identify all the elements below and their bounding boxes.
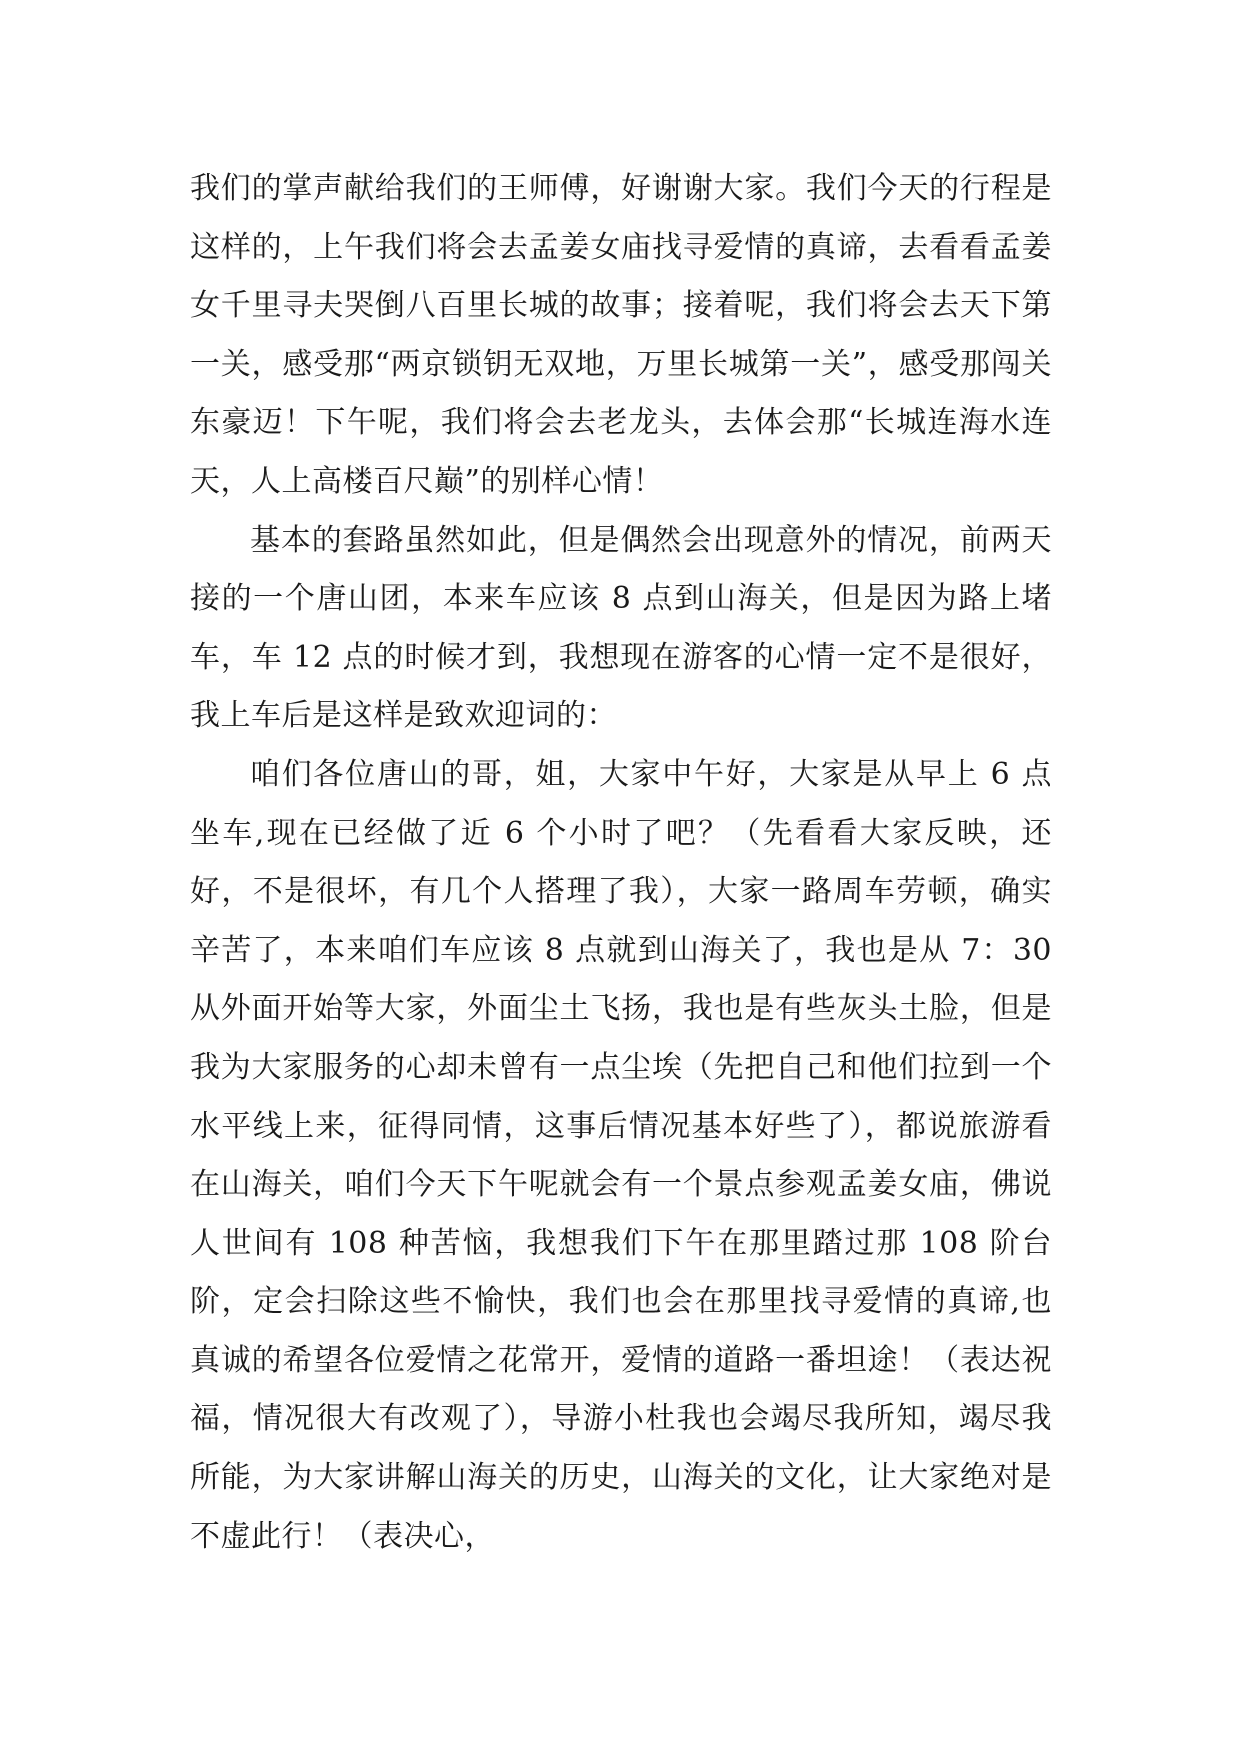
document-body	[190, 160, 1052, 1566]
paragraph-itinerary: 我们的掌声献给我们的王师傅，好谢谢大家。我们今天的行程是这样的，上午我们将会去孟姜女庙找寻爱情的真谛，去看看孟姜女千里寻夫哭倒八百里长城的故事；接着呢，我们将会去天下第一关，感受那“两京锁钥无双地，万里长城第一关”，感受那闯关东豪迈！下午呢，我们将会去老龙头，去体会那“长城连海水连天，人上高楼百尺巅”的别样心情！	[190, 171, 1052, 499]
paragraph-unexpected-situation: 基本的套路虽然如此，但是偶然会出现意外的情况，前两天接的一个唐山团，本来车应该 8 点到山海关，但是因为路上堵车，车 12 点的时候才到，我想现在游客的心情一定不是很好，我上车后是这样是致欢迎词的：	[190, 522, 1052, 734]
paragraph-welcome-speech: 咱们各位唐山的哥，姐，大家中午好，大家是从早上 6 点坐车,现在已经做了近 6 个小时了吧？（先看看大家反映，还好，不是很坏，有几个人搭理了我），大家一路周车劳顿，确实辛苦了，本来咱们车应该 8 点就到山海关了，我也是从 7：30 从外面开始等大家，外面尘土飞扬，我也是有些灰头土脸，但是我为大家服务的心却未曾有一点尘埃（先把自己和他们拉到一个水平线上来，征得同情，这事后情况基本好些了），都说旅游看在山海关，咱们今天下午呢就会有一个景点参观孟姜女庙，佛说人世间有 108 种苦恼，我想我们下午在那里踏过那 108 阶台阶，定会扫除这些不愉快，我们也会在那里找寻爱情的真谛,也真诚的希望各位爱情之花常开，爱情的道路一番坦途！（表达祝福，情况很大有改观了），导游小杜我也会竭尽我所知，竭尽我所能，为大家讲解山海关的历史，山海关的文化，让大家绝对是不虚此行！（表决心，	[190, 756, 1052, 1554]
